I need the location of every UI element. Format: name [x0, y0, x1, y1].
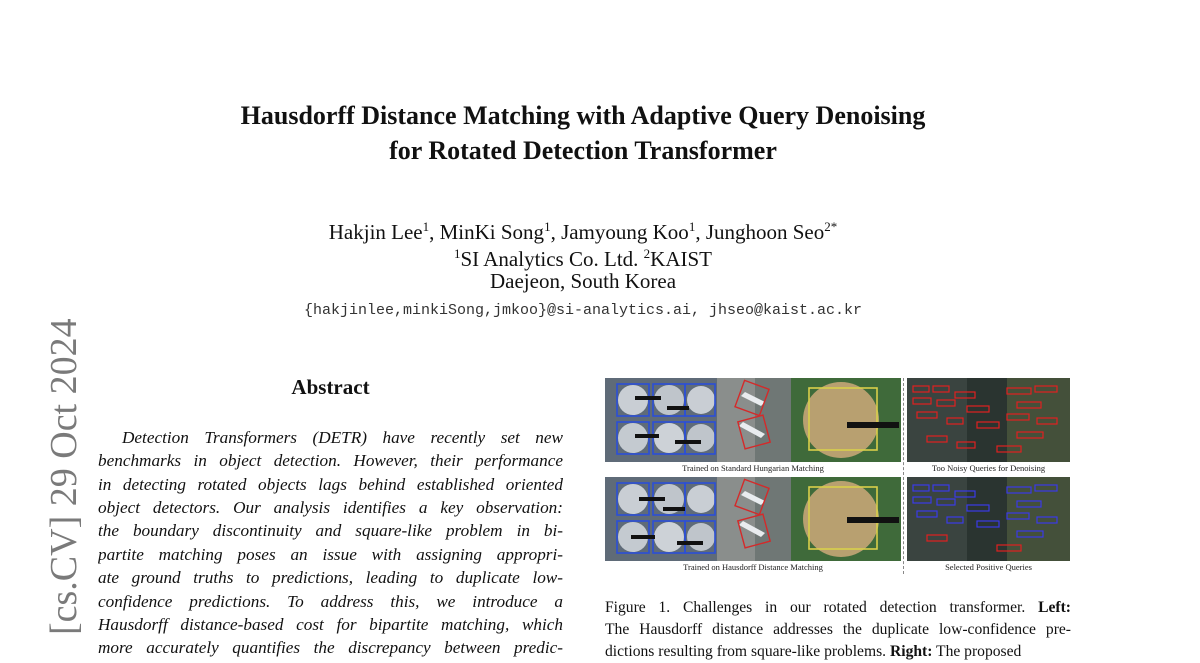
caption-text: Challenges in our rotated detection transformer.	[670, 599, 1026, 616]
arxiv-identifier: [cs.CV] 29 Oct 2024	[43, 318, 85, 635]
panel-caption: Selected Positive Queries	[945, 562, 1032, 572]
affiliation-mark: 2	[643, 246, 651, 261]
abstract-line: confidence predictions. To address this, we introduce a	[98, 592, 563, 611]
panel-caption: Too Noisy Queries for Denoising	[931, 463, 1046, 473]
abstract-line: Detection Transformers (DETR) have recently set new	[122, 428, 563, 447]
affiliation-mark: 2*	[824, 219, 838, 234]
abstract-line: partite matching poses an issue with assigning appropri-	[98, 545, 563, 564]
panel-caption: Trained on Standard Hungarian Matching	[682, 463, 824, 473]
abstract-line: object detectors. Our analysis identifies a key observation:	[98, 498, 563, 517]
abstract-heading: Abstract	[291, 375, 370, 399]
caption-text: dictions resulting from square-like problems.	[605, 643, 887, 660]
panel-hausdorff-matching	[605, 477, 901, 561]
abstract-line: the boundary discontinuity and square-like problem in bi-	[98, 521, 563, 540]
paper-title-line-1: Hausdorff Distance Matching with Adaptive Query Denoising	[240, 101, 926, 130]
caption-bold: Left:	[1038, 599, 1071, 616]
affiliation-mark: 1	[453, 246, 461, 261]
figure-caption-line	[605, 641, 1071, 663]
affiliation-org: KAIST	[650, 247, 712, 271]
figure-label: Figure 1.	[605, 599, 671, 616]
abstract-line: benchmarks in object detection. However, their performance	[98, 451, 563, 470]
panel-positive-queries	[907, 477, 1070, 561]
aerial-image-noisy	[907, 378, 1070, 462]
caption-bold: Right:	[889, 643, 933, 660]
author-name: Hakjin Lee	[328, 220, 423, 244]
panel-hungarian-matching	[605, 378, 901, 462]
panel-noisy-queries	[907, 378, 1070, 462]
affiliation-mark: 1	[688, 219, 696, 234]
aerial-image-hungarian	[605, 378, 901, 462]
author-name: , MinKi Song	[429, 220, 545, 244]
panel-caption: Trained on Hausdorff Distance Matching	[683, 562, 823, 572]
abstract-line: in detecting rotated objects lags behind established oriented	[98, 475, 563, 494]
figure-caption-line: The Hausdorff distance addresses the duplicate low-confidence pre-	[605, 621, 1071, 638]
affiliation-mark: 1	[544, 219, 551, 234]
figure-caption-line	[605, 597, 1071, 619]
affiliation-mark: 1	[422, 219, 430, 234]
abstract-line: ate ground truths to predictions, leading to duplicate low-	[98, 568, 563, 587]
abstract-line: Hausdorff distance-based cost for bipartite matching, which	[98, 615, 563, 634]
author-name: , Jamyoung Koo	[550, 220, 689, 244]
author-name: , Junghoon Seo	[695, 220, 825, 244]
author-emails: {hakjinlee,minkiSong,jmkoo}@si-analytics.ai, jhseo@kaist.ac.kr	[303, 302, 863, 319]
paper-title-line-2: for Rotated Detection Transformer	[389, 136, 777, 165]
caption-text: The proposed	[932, 643, 1022, 660]
aerial-image-positive	[907, 477, 1070, 561]
aerial-image-hausdorff	[605, 477, 901, 561]
location: Daejeon, South Korea	[489, 269, 677, 293]
figure-divider	[903, 378, 904, 574]
abstract-line: more accurately quantifies the discrepancy between predic-	[98, 638, 563, 657]
figure-1	[605, 378, 1070, 574]
affiliation-org: SI Analytics Co. Ltd.	[460, 247, 644, 271]
